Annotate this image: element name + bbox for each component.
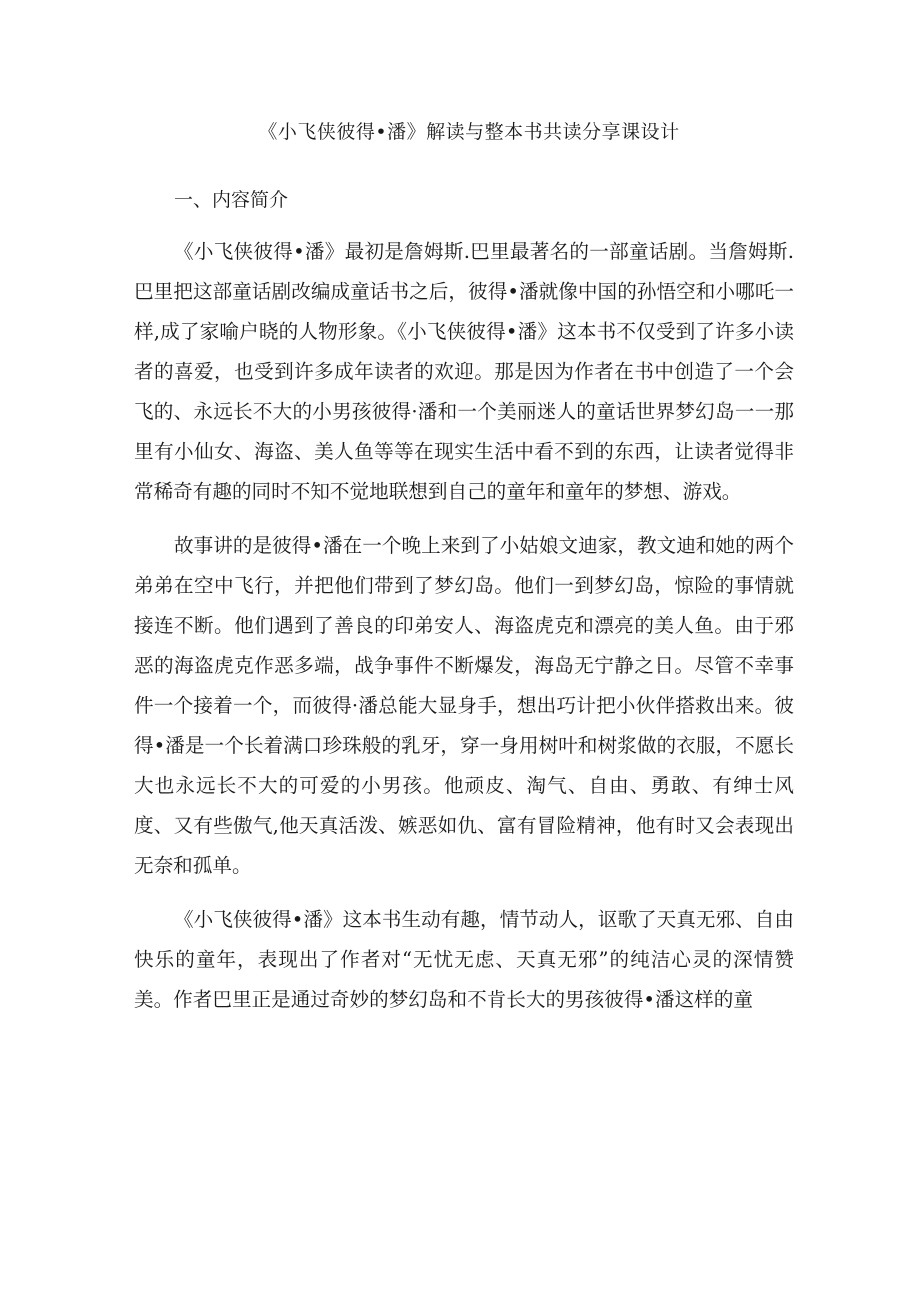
paragraph-story: 故事讲的是彼得•潘在一个晚上来到了小姑娘文迪家，教文迪和她的两个弟弟在空中飞行，并把他们带到了梦幻岛。他们一到梦幻岛，惊险的事情就接连不断。他们遇到了善良的印弟安人、海盗虎克和漂亮的美人鱼。由于邪恶的海盗虎克作恶多端，战争事件不断爆发，海岛无宁静之日。尽管不幸事件一个接着一个，而彼得·潘总能大显身手，想出巧计把小伙伴搭救出来。彼得•潘是一个长着满口珍珠般的乳牙，穿一身用树叶和树浆做的衣服，不愿长大也永远长不大的可爱的小男孩。他顽皮、淘气、自由、勇敢、有绅士风度、又有些傲气,他天真活泼、嫉恶如仇、富有冒险精神，他有时又会表现出无奈和孤单。 [134,534,794,877]
paragraph-intro: 《小飞侠彼得•潘》最初是詹姆斯.巴里最著名的一部童话剧。当詹姆斯.巴里把这部童话剧改编成童话书之后，彼得•潘就像中国的孙悟空和小哪吒一样,成了家喻户晓的人物形象。《小飞侠彼得•潘》这本书不仅受到了许多小读者的喜爱，也受到许多成年读者的欢迎。那是因为作者在书中创造了一个会飞的、永远长不大的小男孩彼得·潘和一个美丽迷人的童话世界梦幻岛一一那里有小仙女、海盗、美人鱼等等在现实生活中看不到的东西，让读者觉得非常稀奇有趣的同时不知不觉地联想到自己的童年和童年的梦想、游戏。 [134,240,794,503]
document-page [134,112,794,1034]
section-heading-intro: 一、内容简介 [174,189,289,211]
paragraph-theme: 《小飞侠彼得•潘》这本书生动有趣，情节动人，讴歌了天真无邪、自由快乐的童年，表现出了作者对“无忧无虑、天真无邪”的纯洁心灵的深情赞美。作者巴里正是通过奇妙的梦幻岛和不肯长大的男孩彼得•潘这样的童 [134,908,794,1011]
document-title: 《小飞侠彼得•潘》解读与整本书共读分享课设计 [258,121,680,143]
